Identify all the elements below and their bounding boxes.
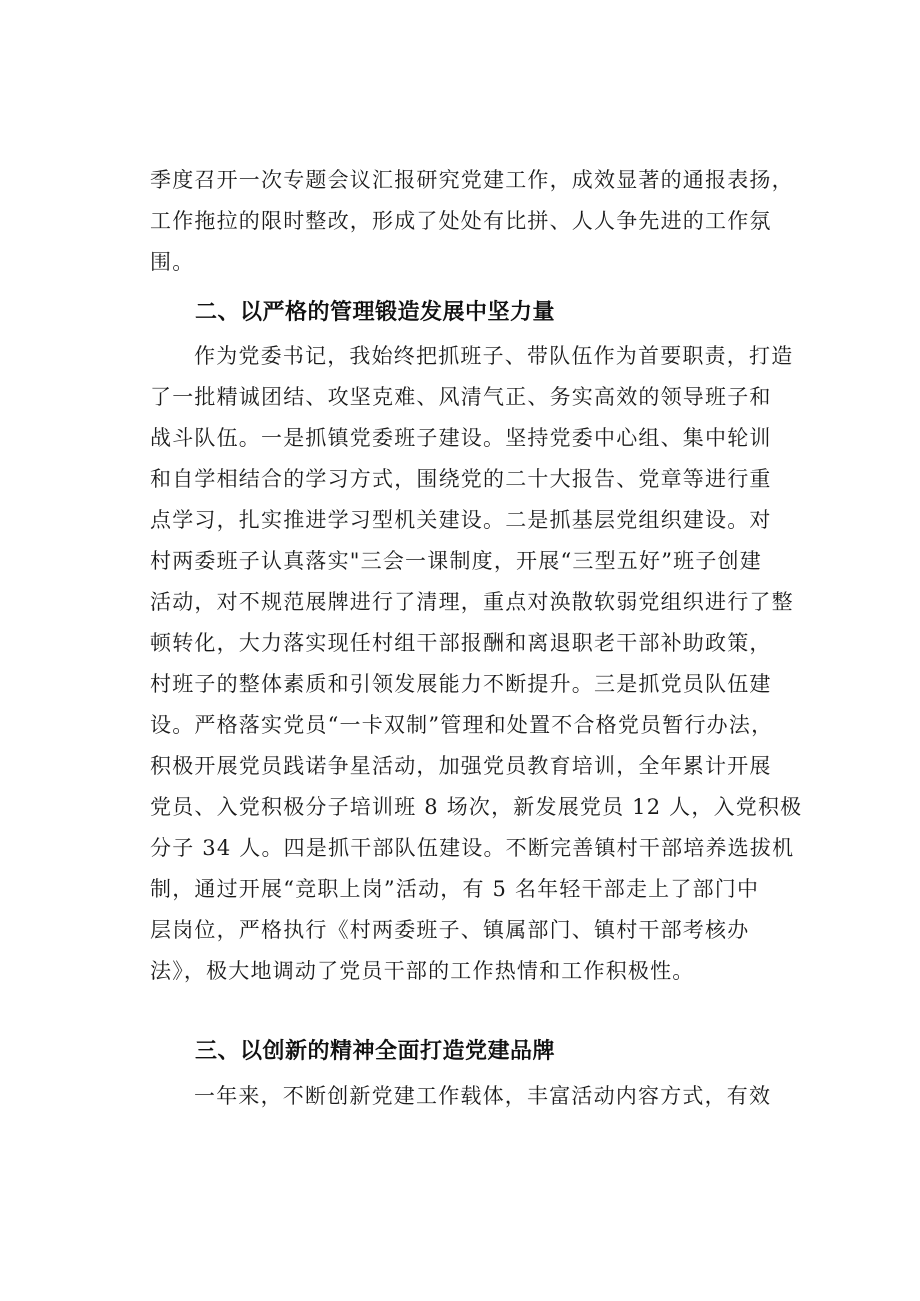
paragraph-line: 顿转化，大力落实现任村组干部报酬和离退职老干部补助政策， bbox=[150, 631, 772, 655]
paragraph-line: 村两委班子认真落实"三会一课制度，开展“三型五好”班子创建 bbox=[150, 549, 762, 573]
paragraph-line: 了一批精诚团结、攻坚克难、风清气正、务实高效的领导班子和 bbox=[150, 385, 772, 409]
paragraph-line: 和自学相结合的学习方式，围绕党的二十大报告、党章等进行重 bbox=[150, 467, 772, 491]
paragraph-line: 战斗队伍。一是抓镇党委班子建设。坚持党委中心组、集中轮训 bbox=[150, 426, 772, 450]
paragraph-line: 一年来，不断创新党建工作载体，丰富活动内容方式，有效 bbox=[194, 1084, 772, 1108]
section-2-paragraph bbox=[150, 336, 802, 992]
section-heading-2: 二、以严格的管理锻造发展中坚力量 bbox=[195, 300, 556, 325]
section-3-paragraph bbox=[150, 1076, 802, 1117]
paragraph-line: 层岗位，严格执行《村两委班子、镇属部门、镇村干部考核办 bbox=[150, 918, 750, 942]
paragraph-line: 法》，极大地调动了党员干部的工作热情和工作积极性。 bbox=[150, 959, 695, 983]
paragraph-line: 分子 34 人。四是抓干部队伍建设。不断完善镇村干部培养选拔机 bbox=[150, 836, 795, 860]
paragraph-line: 制，通过开展“竞职上岗”活动，有 5 名年轻干部走上了部门中 bbox=[150, 877, 760, 901]
paragraph-line: 季度召开一次专题会议汇报研究党建工作，成效显著的通报表扬， bbox=[150, 168, 794, 192]
paragraph-line: 党员、入党积极分子培训班 8 场次，新发展党员 12 人，入党积极 bbox=[150, 795, 803, 819]
paragraph-line: 活动，对不规范展牌进行了清理，重点对涣散软弱党组织进行了整 bbox=[150, 590, 794, 614]
paragraph-line: 积极开展党员践诺争星活动，加强党员教育培训，全年累计开展 bbox=[150, 754, 772, 778]
paragraph-line: 点学习，扎实推进学习型机关建设。二是抓基层党组织建设。对 bbox=[150, 508, 772, 532]
section-heading-3: 三、以创新的精神全面打造党建品牌 bbox=[195, 1039, 556, 1064]
paragraph-line: 围。 bbox=[150, 250, 195, 274]
intro-paragraph bbox=[150, 160, 802, 283]
paragraph-line: 作为党委书记，我始终把抓班子、带队伍作为首要职责，打造 bbox=[194, 344, 794, 368]
paragraph-line: 设。严格落实党员“一卡双制”管理和处置不合格党员暂行办法， bbox=[150, 713, 774, 737]
paragraph-line: 村班子的整体素质和引领发展能力不断提升。三是抓党员队伍建 bbox=[150, 672, 772, 696]
paragraph-line: 工作拖拉的限时整改，形成了处处有比拼、人人争先进的工作氛 bbox=[150, 209, 772, 233]
